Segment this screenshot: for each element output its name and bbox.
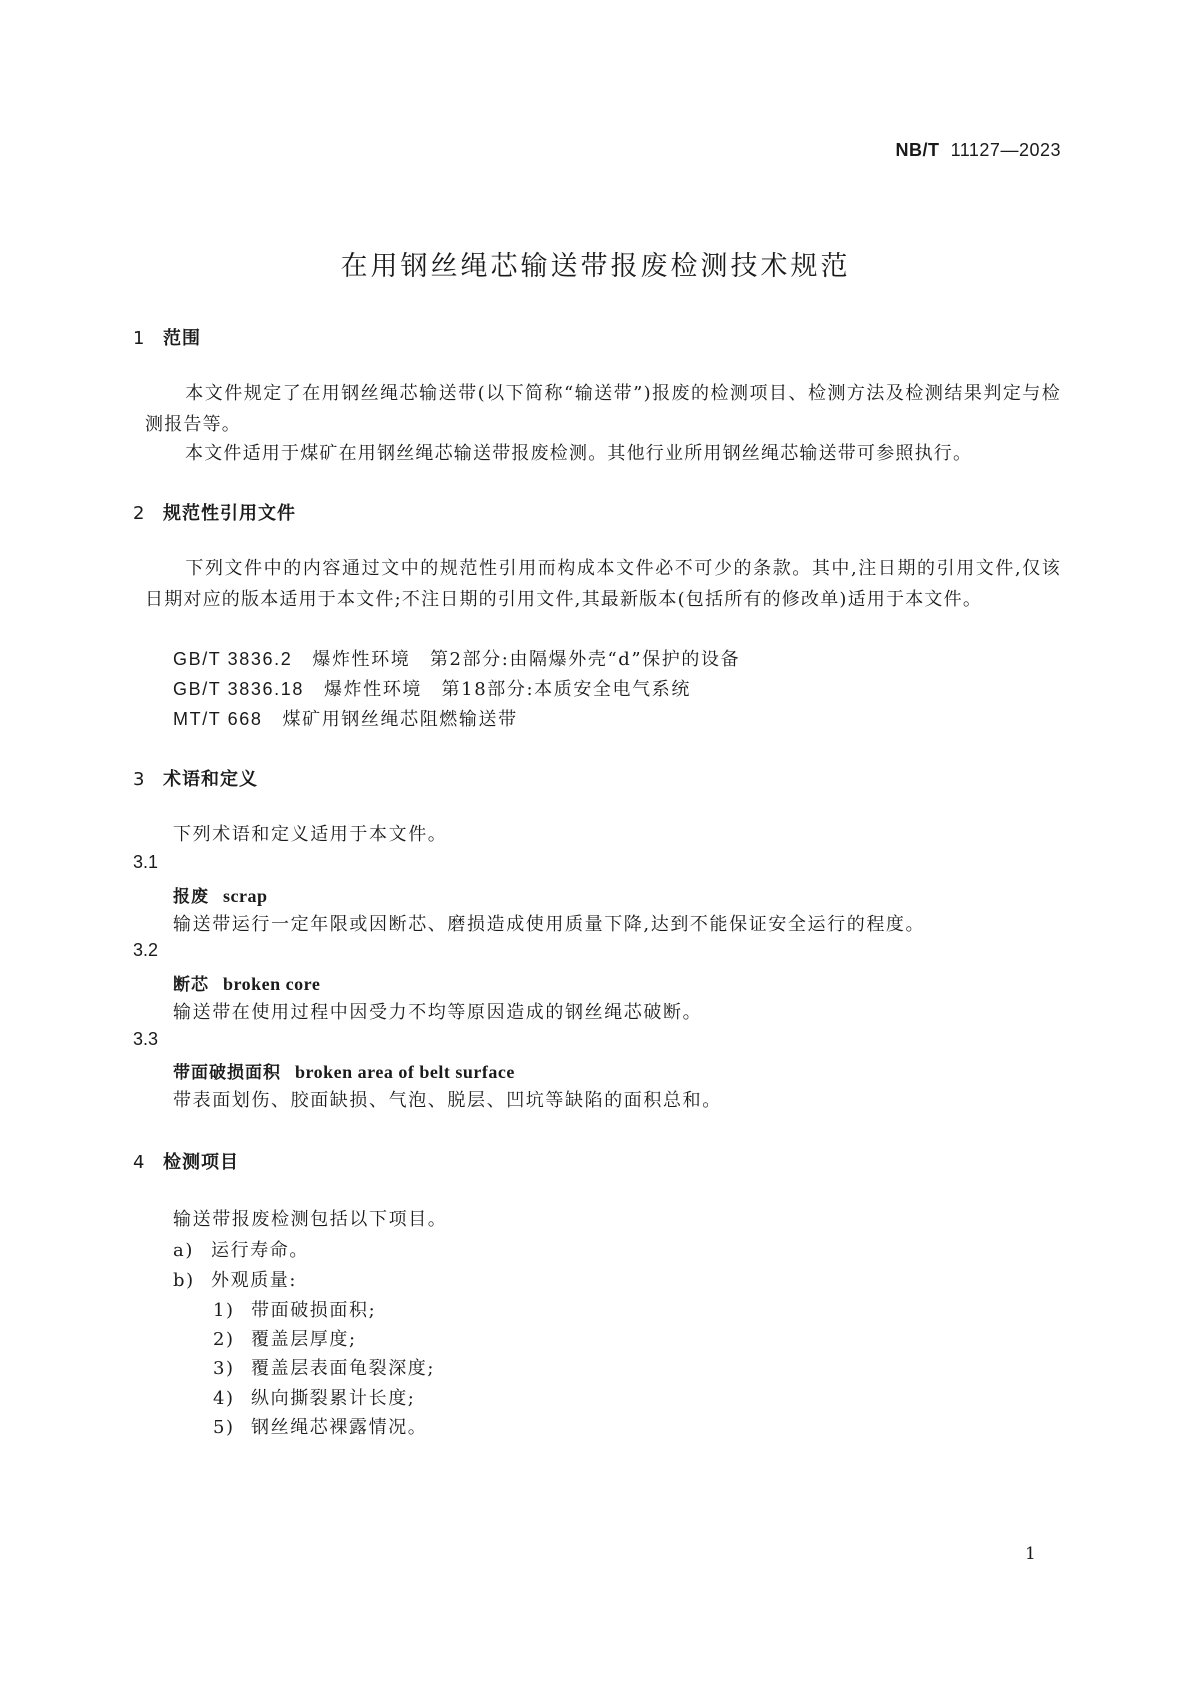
- section-number: 2: [133, 503, 146, 524]
- term-number: 3.3: [133, 1029, 159, 1049]
- list-item: [173, 1236, 309, 1262]
- section-1-paragraph-2: [145, 438, 1061, 469]
- term-chinese: 报废: [173, 887, 209, 907]
- list-marker: 3): [213, 1358, 235, 1379]
- paragraph-text: 本文件适用于煤矿在用钢丝绳芯输送带报废检测。其他行业所用钢丝绳芯输送带可参照执行。: [185, 443, 973, 464]
- sublist-item: [213, 1325, 357, 1351]
- term-english: broken core: [223, 974, 321, 994]
- reference-item: [173, 675, 691, 701]
- section-3-intro: 下列术语和定义适用于本文件。: [173, 824, 448, 845]
- section-title: 术语和定义: [163, 769, 258, 790]
- term-chinese: 断芯: [173, 975, 209, 995]
- standard-number: [0, 140, 1061, 161]
- reference-title: 爆炸性环境 第18部分:本质安全电气系统: [323, 679, 691, 700]
- reference-code: GB/T 3836.2: [173, 649, 293, 669]
- section-number: 4: [133, 1152, 146, 1173]
- section-1-heading: [133, 324, 201, 350]
- list-item-text: 运行寿命。: [211, 1240, 309, 1261]
- reference-item: [173, 645, 740, 671]
- term-chinese: 带面破损面积: [173, 1063, 281, 1083]
- list-marker: b): [173, 1270, 195, 1291]
- term-english: scrap: [223, 886, 268, 906]
- standard-prefix: NB/T: [895, 140, 940, 160]
- document-title: 在用钢丝绳芯输送带报废检测技术规范: [340, 251, 851, 282]
- term-heading: [173, 882, 268, 907]
- section-title: 检测项目: [163, 1152, 239, 1173]
- sublist-item: [213, 1354, 435, 1380]
- term-heading: [173, 1058, 515, 1083]
- list-item-text: 钢丝绳芯裸露情况。: [251, 1417, 428, 1438]
- section-4-intro: 输送带报废检测包括以下项目。: [173, 1209, 448, 1230]
- sublist-item: [213, 1413, 427, 1439]
- sublist-item: [213, 1384, 415, 1410]
- section-3-heading: [133, 765, 258, 791]
- list-item-text: 外观质量:: [211, 1270, 298, 1291]
- page-number: 1: [1025, 1544, 1036, 1564]
- section-number: 1: [133, 328, 146, 349]
- list-item-text: 覆盖层表面龟裂深度;: [251, 1358, 436, 1379]
- section-2-heading: [133, 499, 296, 525]
- paragraph-text: 本文件规定了在用钢丝绳芯输送带(以下简称“输送带”)报废的检测项目、检测方法及检测结果判定与检测报告等。: [145, 383, 1061, 435]
- standard-code: 11127—2023: [950, 140, 1061, 160]
- term-definition: 输送带在使用过程中因受力不均等原因造成的钢丝绳芯破断。: [173, 1002, 703, 1023]
- reference-title: 煤矿用钢丝绳芯阻燃输送带: [282, 709, 518, 730]
- term-number: 3.1: [133, 852, 159, 872]
- reference-code: GB/T 3836.18: [173, 679, 304, 699]
- list-item: [173, 1266, 297, 1292]
- list-item-text: 带面破损面积;: [251, 1300, 377, 1321]
- list-marker: 1): [213, 1300, 235, 1321]
- section-4-heading: [133, 1148, 239, 1174]
- term-definition: 输送带运行一定年限或因断芯、磨损造成使用质量下降,达到不能保证安全运行的程度。: [173, 914, 926, 935]
- reference-code: MT/T 668: [173, 709, 263, 729]
- reference-item: [173, 705, 518, 731]
- section-number: 3: [133, 769, 146, 790]
- list-marker: 4): [213, 1388, 235, 1409]
- term-english: broken area of belt surface: [295, 1062, 515, 1082]
- list-item-text: 纵向撕裂累计长度;: [251, 1388, 416, 1409]
- section-title: 范围: [163, 328, 201, 349]
- term-heading: [173, 970, 320, 995]
- list-item-text: 覆盖层厚度;: [251, 1329, 357, 1350]
- list-marker: 5): [213, 1417, 235, 1438]
- term-definition: 带表面划伤、胶面缺损、气泡、脱层、凹坑等缺陷的面积总和。: [173, 1090, 722, 1111]
- section-title: 规范性引用文件: [163, 503, 296, 524]
- paragraph-text: 下列文件中的内容通过文中的规范性引用而构成本文件必不可少的条款。其中,注日期的引用文件,仅该日期对应的版本适用于本文件;不注日期的引用文件,其最新版本(包括所有的修改单)适用于本文件。: [145, 558, 1061, 610]
- reference-title: 爆炸性环境 第2部分:由隔爆外壳“d”保护的设备: [312, 649, 741, 670]
- list-marker: 2): [213, 1329, 235, 1350]
- sublist-item: [213, 1296, 376, 1322]
- section-1-paragraph-1: [145, 378, 1061, 440]
- section-2-paragraph-1: [145, 553, 1061, 615]
- term-number: 3.2: [133, 940, 159, 960]
- list-marker: a): [173, 1240, 194, 1261]
